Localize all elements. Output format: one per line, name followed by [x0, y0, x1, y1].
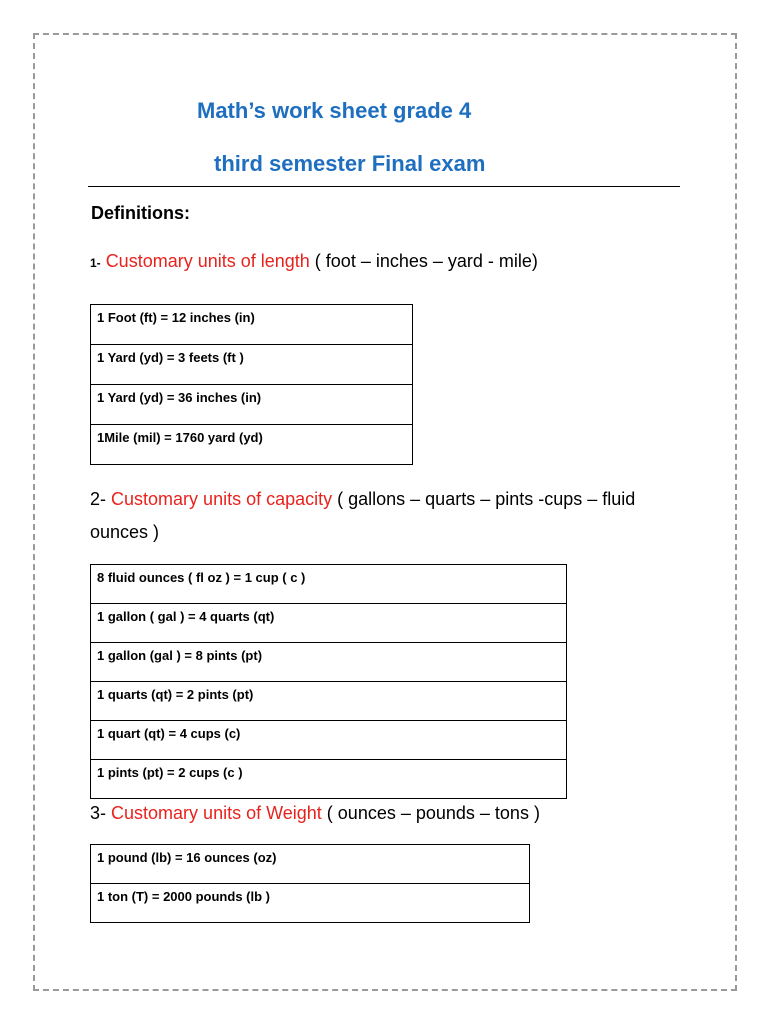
table-row [91, 760, 567, 799]
table-cell: 1 quart (qt) = 4 cups (c) [91, 721, 567, 760]
table-row [91, 425, 413, 465]
table-cell: 1 Foot (ft) = 12 inches (in) [91, 305, 413, 345]
section-units: ( ounces – pounds – tons ) [321, 803, 540, 823]
table-cell: 1Mile (mil) = 1760 yard (yd) [91, 425, 413, 465]
worksheet-subtitle: third semester Final exam [214, 151, 486, 176]
section-term: Customary units of capacity [111, 489, 333, 509]
table-row [91, 884, 530, 923]
table-row [91, 643, 567, 682]
table-cell: 1 quarts (qt) = 2 pints (pt) [91, 682, 567, 721]
section-term: Customary units of Weight [111, 803, 322, 823]
table-cell: 1 gallon ( gal ) = 4 quarts (qt) [91, 604, 567, 643]
table-cell: 1 gallon (gal ) = 8 pints (pt) [91, 643, 567, 682]
section-number: 1- [90, 256, 101, 270]
section-units: ( gallons – quarts – pints -cups – fluid ounces ) [90, 489, 636, 542]
definitions-label: Definitions: [91, 203, 190, 223]
table-cell: 1 pints (pt) = 2 cups (c ) [91, 760, 567, 799]
section-term: Customary units of length [105, 251, 310, 271]
worksheet-title: Math’s work sheet grade 4 [197, 98, 472, 123]
section-length-heading [90, 245, 690, 280]
section-weight-heading [90, 797, 690, 830]
section-capacity-heading [90, 483, 690, 549]
length-conversion-table [90, 304, 413, 465]
section-number: 2- [90, 489, 107, 509]
capacity-conversion-table [90, 564, 567, 799]
table-cell: 1 Yard (yd) = 3 feets (ft ) [91, 345, 413, 385]
table-cell: 8 fluid ounces ( fl oz ) = 1 cup ( c ) [91, 565, 567, 604]
table-row [91, 345, 413, 385]
table-row [91, 682, 567, 721]
section-units: ( foot – inches – yard - mile) [309, 251, 538, 271]
table-row [91, 565, 567, 604]
table-cell: 1 ton (T) = 2000 pounds (lb ) [91, 884, 530, 923]
table-cell: 1 pound (lb) = 16 ounces (oz) [91, 845, 530, 884]
table-row [91, 721, 567, 760]
table-row [91, 845, 530, 884]
table-row [91, 604, 567, 643]
table-row [91, 305, 413, 345]
weight-conversion-table [90, 844, 530, 923]
title-divider [88, 186, 680, 187]
table-cell: 1 Yard (yd) = 36 inches (in) [91, 385, 413, 425]
section-number: 3- [90, 803, 107, 823]
table-row [91, 385, 413, 425]
